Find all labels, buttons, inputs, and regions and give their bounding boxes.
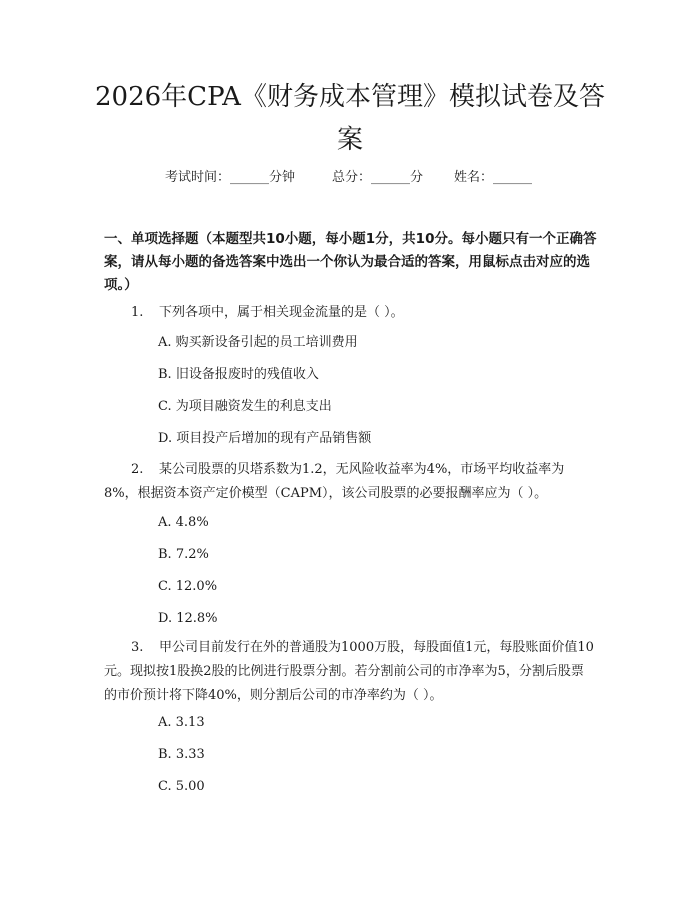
option-1c[interactable]: C. 为项目融资发生的利息支出 xyxy=(158,399,332,414)
option-3b[interactable]: B. 3.33 xyxy=(158,747,205,762)
name-field: 姓名：______ xyxy=(454,170,533,185)
question-number: 3. xyxy=(131,640,144,655)
question-number: 1. xyxy=(131,305,144,320)
question-1 xyxy=(131,301,621,325)
question-text: 下列各项中，属于相关现金流量的是（ ）。 xyxy=(159,305,404,320)
question-text: 某公司股票的贝塔系数为1.2，无风险收益率为4%，市场平均收益率为8%，根据资本资产定价模型（CAPM），该公司股票的必要报酬率应为（ ）。 xyxy=(104,462,565,501)
total-score-field: 总分：______分 xyxy=(332,170,424,185)
exam-time-field: 考试时间：______分钟 xyxy=(165,170,296,185)
question-2 xyxy=(104,458,594,506)
option-2b[interactable]: B. 7.2% xyxy=(158,547,209,562)
question-text: 甲公司目前发行在外的普通股为1000万股，每股面值1元，每股账面价值10元。现拟按1股换2股的比例进行股票分割。若分割前公司的市净率为5，分割后股票的市价预计将下降40%，则分割后公司的市净率约为（ ）。 xyxy=(104,640,594,703)
option-2a[interactable]: A. 4.8% xyxy=(158,515,209,530)
section-heading-single-choice: 一、单项选择题（本题型共10小题，每小题1分，共10分。每小题只有一个正确答案，请从每小题的备选答案中选出一个你认为最合适的答案，用鼠标点击对应的选项。） xyxy=(104,231,597,293)
option-2d[interactable]: D. 12.8% xyxy=(158,611,218,626)
option-1a[interactable]: A. 购买新设备引起的员工培训费用 xyxy=(158,335,358,350)
option-3a[interactable]: A. 3.13 xyxy=(158,715,205,730)
question-number: 2. xyxy=(131,462,144,477)
document-title: 2026年CPA《财务成本管理》模拟试卷及答案 xyxy=(95,82,605,155)
question-3 xyxy=(104,636,594,708)
option-3c[interactable]: C. 5.00 xyxy=(158,779,205,794)
option-2c[interactable]: C. 12.0% xyxy=(158,579,218,594)
option-1d[interactable]: D. 项目投产后增加的现有产品销售额 xyxy=(158,431,372,446)
option-1b[interactable]: B. 旧设备报废时的残值收入 xyxy=(158,367,319,382)
